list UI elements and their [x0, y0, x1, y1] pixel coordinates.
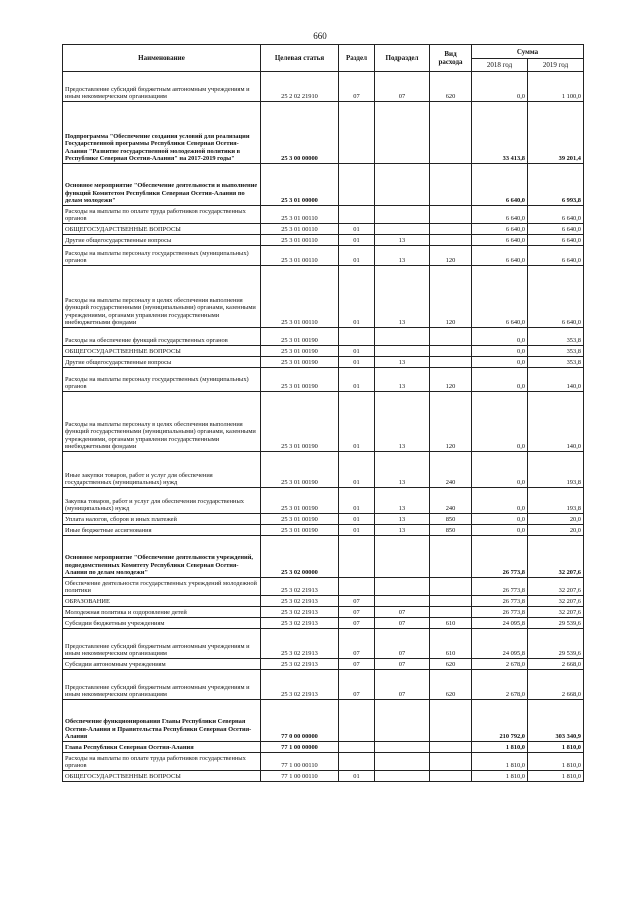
cell-section [339, 742, 375, 753]
cell-2018: 33 413,8 [472, 102, 528, 164]
cell-section [339, 753, 375, 771]
table-row [63, 700, 584, 742]
table-row [63, 392, 584, 452]
cell-kind [430, 742, 472, 753]
cell-2019: 353,8 [528, 328, 584, 346]
cell-name: Обеспечение функционирования Главы Республики Северная Осетия-Алания и Правительства Республики Северная Осетия-Алания [63, 700, 261, 742]
cell-name: Подпрограмма "Обеспечение создания условий для реализации Государственной программы Республики Северная Осетия-Алания "Развитие государственной молодежной политики в Республике Северная Осетия-Алания" на 2017-2019 годы" [63, 102, 261, 164]
cell-2019: 6 993,8 [528, 164, 584, 206]
cell-2019: 1 810,0 [528, 742, 584, 753]
cell-subsection [375, 753, 430, 771]
cell-name: Расходы на выплаты по оплате труда работников государственных органов [63, 753, 261, 771]
cell-subsection: 13 [375, 488, 430, 514]
cell-2018: 26 773,8 [472, 607, 528, 618]
cell-section [339, 328, 375, 346]
cell-target: 25 3 01 00190 [261, 525, 339, 536]
cell-target: 25 3 02 21913 [261, 618, 339, 629]
cell-target: 25 2 02 21910 [261, 72, 339, 102]
table-row [63, 328, 584, 346]
cell-target: 25 3 02 21913 [261, 607, 339, 618]
cell-name: ОБРАЗОВАНИЕ [63, 596, 261, 607]
cell-kind: 610 [430, 618, 472, 629]
cell-kind [430, 328, 472, 346]
cell-2019: 32 207,6 [528, 578, 584, 596]
cell-subsection: 07 [375, 618, 430, 629]
cell-kind: 240 [430, 452, 472, 488]
cell-target: 25 3 00 00000 [261, 102, 339, 164]
cell-2019: 6 640,0 [528, 266, 584, 328]
cell-target: 25 3 02 21913 [261, 578, 339, 596]
cell-subsection: 13 [375, 357, 430, 368]
cell-2019: 1 100,0 [528, 72, 584, 102]
cell-2018: 0,0 [472, 357, 528, 368]
cell-section: 07 [339, 618, 375, 629]
cell-kind: 240 [430, 488, 472, 514]
cell-2018: 6 640,0 [472, 164, 528, 206]
table-row [63, 206, 584, 224]
cell-name: Расходы на выплаты по оплате труда работников государственных органов [63, 206, 261, 224]
cell-kind: 620 [430, 72, 472, 102]
cell-2018: 0,0 [472, 328, 528, 346]
cell-kind [430, 164, 472, 206]
cell-2018: 1 810,0 [472, 742, 528, 753]
cell-2019: 39 201,4 [528, 102, 584, 164]
cell-name: Другие общегосударственные вопросы [63, 235, 261, 246]
table-row [63, 452, 584, 488]
cell-section: 07 [339, 72, 375, 102]
cell-target: 25 3 01 00190 [261, 488, 339, 514]
table-row [63, 659, 584, 670]
cell-name: Расходы на выплаты персоналу в целях обеспечения выполнения функций государственными (муниципальными) органами, казенными учреждениями, органами управления государственными внебюджетными фондами [63, 392, 261, 452]
cell-subsection: 13 [375, 266, 430, 328]
table-row [63, 771, 584, 782]
cell-2018: 210 792,0 [472, 700, 528, 742]
cell-name: Предоставление субсидий бюджетным автономным учреждениям и иным некоммерческим организациям [63, 72, 261, 102]
cell-target: 25 3 01 00110 [261, 266, 339, 328]
cell-target: 25 3 01 00110 [261, 235, 339, 246]
cell-name: Предоставление субсидий бюджетным автономным учреждениям и иным некоммерческим организациям [63, 629, 261, 659]
cell-2019: 1 810,0 [528, 771, 584, 782]
header-2018: 2018 год [472, 59, 528, 72]
cell-section: 01 [339, 452, 375, 488]
cell-2019: 353,8 [528, 346, 584, 357]
table-row [63, 753, 584, 771]
cell-name: Другие общегосударственные вопросы [63, 357, 261, 368]
header-2019: 2019 год [528, 59, 584, 72]
cell-kind [430, 607, 472, 618]
header-kind: Вид расхода [430, 45, 472, 72]
table-row [63, 670, 584, 700]
cell-2018: 26 773,8 [472, 596, 528, 607]
cell-2018: 26 773,8 [472, 578, 528, 596]
cell-subsection [375, 206, 430, 224]
cell-2018: 24 095,8 [472, 618, 528, 629]
cell-subsection: 13 [375, 235, 430, 246]
table-body [63, 72, 584, 782]
cell-2018: 1 810,0 [472, 771, 528, 782]
cell-subsection [375, 328, 430, 346]
cell-name: Уплата налогов, сборов и иных платежей [63, 514, 261, 525]
cell-section [339, 700, 375, 742]
cell-kind [430, 753, 472, 771]
cell-2018: 0,0 [472, 488, 528, 514]
cell-2019: 6 640,0 [528, 206, 584, 224]
cell-2019: 2 668,0 [528, 659, 584, 670]
cell-2018: 0,0 [472, 72, 528, 102]
cell-subsection [375, 536, 430, 578]
header-name: Наименование [63, 45, 261, 72]
table-row [63, 536, 584, 578]
table-row [63, 346, 584, 357]
table-row [63, 618, 584, 629]
cell-name: Иные бюджетные ассигнования [63, 525, 261, 536]
cell-kind [430, 102, 472, 164]
cell-kind: 620 [430, 659, 472, 670]
cell-name: ОБЩЕГОСУДАРСТВЕННЫЕ ВОПРОСЫ [63, 224, 261, 235]
cell-target: 25 3 01 00190 [261, 392, 339, 452]
table-row [63, 629, 584, 659]
cell-section [339, 164, 375, 206]
cell-target: 77 1 00 00110 [261, 753, 339, 771]
cell-2018: 6 640,0 [472, 224, 528, 235]
cell-kind [430, 235, 472, 246]
cell-name: ОБЩЕГОСУДАРСТВЕННЫЕ ВОПРОСЫ [63, 771, 261, 782]
cell-subsection: 13 [375, 452, 430, 488]
cell-section: 07 [339, 596, 375, 607]
cell-subsection: 13 [375, 525, 430, 536]
cell-2019: 6 640,0 [528, 246, 584, 266]
cell-2019: 303 340,9 [528, 700, 584, 742]
cell-kind [430, 596, 472, 607]
cell-target: 25 3 02 21913 [261, 596, 339, 607]
cell-kind [430, 578, 472, 596]
cell-2019: 2 668,0 [528, 670, 584, 700]
cell-2019: 32 207,6 [528, 596, 584, 607]
cell-section: 07 [339, 607, 375, 618]
cell-subsection: 07 [375, 629, 430, 659]
cell-section: 01 [339, 346, 375, 357]
cell-name: Молодежная политика и оздоровление детей [63, 607, 261, 618]
cell-section [339, 102, 375, 164]
cell-section: 01 [339, 525, 375, 536]
cell-2018: 0,0 [472, 452, 528, 488]
cell-name: Обеспечение деятельности государственных учреждений молодежной политики [63, 578, 261, 596]
cell-2019: 29 539,6 [528, 618, 584, 629]
cell-target: 25 3 02 21913 [261, 629, 339, 659]
cell-kind [430, 771, 472, 782]
cell-section: 07 [339, 670, 375, 700]
cell-section [339, 578, 375, 596]
cell-section [339, 536, 375, 578]
cell-subsection: 13 [375, 246, 430, 266]
cell-2019: 140,0 [528, 368, 584, 392]
cell-kind: 120 [430, 392, 472, 452]
cell-section: 01 [339, 514, 375, 525]
cell-kind: 620 [430, 670, 472, 700]
cell-2019: 20,0 [528, 514, 584, 525]
cell-kind [430, 346, 472, 357]
cell-2019: 6 640,0 [528, 235, 584, 246]
cell-subsection [375, 596, 430, 607]
table-row [63, 235, 584, 246]
cell-target: 25 3 01 00190 [261, 452, 339, 488]
cell-2018: 2 678,0 [472, 670, 528, 700]
cell-subsection [375, 700, 430, 742]
cell-section: 01 [339, 235, 375, 246]
table-row [63, 72, 584, 102]
table-row [63, 596, 584, 607]
cell-target: 25 3 01 00110 [261, 246, 339, 266]
table-row [63, 514, 584, 525]
cell-name: Закупка товаров, работ и услуг для обеспечения государственных (муниципальных) нужд [63, 488, 261, 514]
cell-name: Основное мероприятие "Обеспечение деятельности учреждений, подведомственных Комитету Республики Северная Осетия-Алания по делам молодежи" [63, 536, 261, 578]
cell-2019: 353,8 [528, 357, 584, 368]
cell-target: 25 3 02 21913 [261, 670, 339, 700]
cell-name: Расходы на выплаты персоналу в целях обеспечения выполнения функций государственными (муниципальными) органами, казенными учреждениями, органами управления государственными внебюджетными фондами [63, 266, 261, 328]
cell-target: 25 3 01 00110 [261, 206, 339, 224]
cell-target: 25 3 01 00110 [261, 224, 339, 235]
cell-subsection [375, 164, 430, 206]
cell-name: Расходы на выплаты персоналу государственных (муниципальных) органов [63, 246, 261, 266]
cell-section: 01 [339, 771, 375, 782]
table-row [63, 102, 584, 164]
cell-target: 77 1 00 00000 [261, 742, 339, 753]
cell-target: 77 0 00 00000 [261, 700, 339, 742]
table-row [63, 368, 584, 392]
cell-target: 77 1 00 00110 [261, 771, 339, 782]
cell-target: 25 3 01 00190 [261, 368, 339, 392]
header-subsection: Подраздел [375, 45, 430, 72]
cell-subsection [375, 771, 430, 782]
table-row [63, 266, 584, 328]
cell-name: Расходы на обеспечение функций государственных органов [63, 328, 261, 346]
table-row [63, 742, 584, 753]
cell-name: Расходы на выплаты персоналу государственных (муниципальных) органов [63, 368, 261, 392]
cell-kind [430, 357, 472, 368]
cell-2019: 29 539,6 [528, 629, 584, 659]
cell-name: Глава Республики Северная Осетия-Алания [63, 742, 261, 753]
budget-table [62, 44, 584, 782]
cell-subsection: 07 [375, 670, 430, 700]
cell-name: ОБЩЕГОСУДАРСТВЕННЫЕ ВОПРОСЫ [63, 346, 261, 357]
cell-kind: 120 [430, 368, 472, 392]
cell-kind: 120 [430, 246, 472, 266]
cell-2018: 0,0 [472, 392, 528, 452]
cell-subsection: 07 [375, 607, 430, 618]
cell-kind: 120 [430, 266, 472, 328]
cell-name: Иные закупки товаров, работ и услуг для обеспечения государственных (муниципальных) нужд [63, 452, 261, 488]
cell-section: 01 [339, 488, 375, 514]
cell-2019: 20,0 [528, 525, 584, 536]
cell-kind: 610 [430, 629, 472, 659]
cell-section [339, 206, 375, 224]
table-row [63, 607, 584, 618]
table-row [63, 357, 584, 368]
cell-subsection: 07 [375, 659, 430, 670]
cell-section: 01 [339, 246, 375, 266]
cell-2019: 193,8 [528, 488, 584, 514]
cell-2019: 32 207,6 [528, 607, 584, 618]
cell-2019: 193,8 [528, 452, 584, 488]
cell-subsection: 13 [375, 514, 430, 525]
cell-2019: 6 640,0 [528, 224, 584, 235]
table-row [63, 578, 584, 596]
cell-section: 01 [339, 357, 375, 368]
cell-2018: 0,0 [472, 368, 528, 392]
table-row [63, 525, 584, 536]
cell-target: 25 3 01 00000 [261, 164, 339, 206]
cell-2018: 26 773,8 [472, 536, 528, 578]
page-number: 660 [313, 31, 327, 41]
cell-name: Субсидии бюджетным учреждениям [63, 618, 261, 629]
cell-target: 25 3 01 00190 [261, 328, 339, 346]
table-row [63, 224, 584, 235]
cell-2018: 6 640,0 [472, 235, 528, 246]
cell-subsection [375, 102, 430, 164]
cell-2018: 6 640,0 [472, 266, 528, 328]
cell-kind: 850 [430, 525, 472, 536]
cell-target: 25 3 01 00190 [261, 346, 339, 357]
cell-subsection: 13 [375, 368, 430, 392]
cell-kind [430, 206, 472, 224]
cell-2018: 0,0 [472, 346, 528, 357]
cell-name: Предоставление субсидий бюджетным автономным учреждениям и иным некоммерческим организациям [63, 670, 261, 700]
cell-2018: 2 678,0 [472, 659, 528, 670]
cell-2018: 24 095,8 [472, 629, 528, 659]
table-row [63, 246, 584, 266]
cell-subsection [375, 224, 430, 235]
cell-section: 01 [339, 392, 375, 452]
cell-target: 25 3 02 21913 [261, 659, 339, 670]
header-target: Целевая статья [261, 45, 339, 72]
cell-subsection: 13 [375, 392, 430, 452]
cell-subsection [375, 578, 430, 596]
cell-subsection: 07 [375, 72, 430, 102]
cell-kind [430, 700, 472, 742]
table-row [63, 488, 584, 514]
cell-2019: 1 810,0 [528, 753, 584, 771]
cell-target: 25 3 01 00190 [261, 514, 339, 525]
header-sum: Сумма [472, 45, 584, 59]
header-section: Раздел [339, 45, 375, 72]
cell-section: 07 [339, 659, 375, 670]
cell-2018: 6 640,0 [472, 206, 528, 224]
cell-target: 25 3 02 00000 [261, 536, 339, 578]
cell-kind [430, 536, 472, 578]
cell-subsection [375, 346, 430, 357]
cell-name: Субсидии автономным учреждениям [63, 659, 261, 670]
cell-subsection [375, 742, 430, 753]
cell-kind: 850 [430, 514, 472, 525]
cell-target: 25 3 01 00190 [261, 357, 339, 368]
cell-section: 01 [339, 368, 375, 392]
cell-2018: 0,0 [472, 525, 528, 536]
table-row [63, 164, 584, 206]
cell-name: Основное мероприятие "Обеспечение деятельности и выполнение функций Комитетом Республики Северная Осетия-Алания по делам молодежи" [63, 164, 261, 206]
cell-2018: 1 810,0 [472, 753, 528, 771]
cell-section: 01 [339, 266, 375, 328]
cell-2019: 140,0 [528, 392, 584, 452]
cell-2018: 0,0 [472, 514, 528, 525]
cell-2018: 6 640,0 [472, 246, 528, 266]
cell-kind [430, 224, 472, 235]
cell-2019: 32 207,6 [528, 536, 584, 578]
cell-section: 01 [339, 224, 375, 235]
cell-section: 07 [339, 629, 375, 659]
